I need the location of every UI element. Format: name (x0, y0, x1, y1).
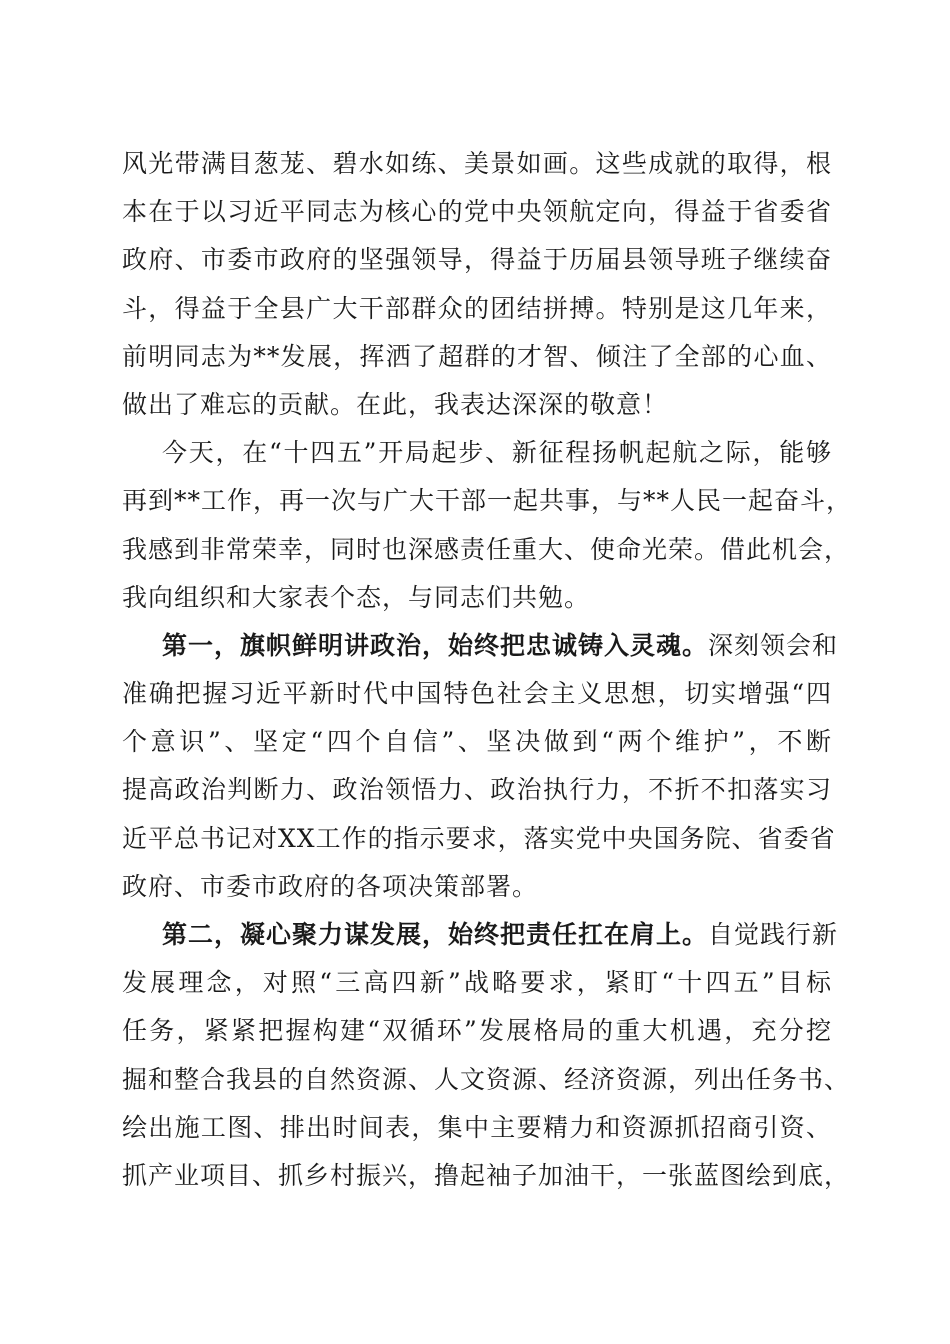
text-line: 准确把握习近平新时代中国特色社会主义思想，切实增强“四 (122, 679, 832, 709)
text-line: 再到**工作，再一次与广大干部一起共事，与**人民一起奋斗， (122, 486, 853, 516)
text-line: 掘和整合我县的自然资源、人文资源、经济资源，列出任务书、 (122, 1064, 851, 1094)
paragraph-lead-line (122, 911, 839, 959)
text-line: 个意识”、坚定“四个自信”、坚决做到“两个维护”，不断 (122, 727, 832, 757)
text-line: 发展理念，对照“三高四新”战略要求，紧盯“十四五”目标 (122, 968, 832, 998)
text-line: 政府、市委市政府的各项决策部署。 (122, 871, 539, 901)
text-line: 风光带满目葱茏、碧水如练、美景如画。这些成就的取得，根 (122, 149, 832, 178)
text-span: 自觉践行新 (708, 920, 839, 949)
text-line: 近平总书记对XX工作的指示要求，落实党中央国务院、省委省 (122, 823, 836, 853)
text-line: 今天，在“十四五”开局起步、新征程扬帆起航之际，能够 (162, 438, 832, 468)
text-line: 我向组织和大家表个态，与同志们共勉。 (122, 582, 591, 612)
text-line: 我感到非常荣幸，同时也深感责任重大、使命光荣。借此机会， (122, 534, 851, 564)
text-line: 绘出施工图、排出时间表，集中主要精力和资源抓招商引资、 (122, 1112, 832, 1142)
paragraph-lead-line (122, 622, 839, 670)
document-body (122, 140, 853, 1200)
text-line: 做出了难忘的贡献。在此，我表达深深的敬意！ (122, 389, 669, 419)
text-line: 任务，紧紧把握构建“双循环”发展格局的重大机遇，充分挖 (122, 1016, 832, 1046)
section-heading: 第一，旗帜鲜明讲政治，始终把忠诚铸入灵魂。 (162, 630, 709, 660)
text-span: 深刻领会和 (708, 630, 839, 660)
text-line: 抓产业项目、抓乡村振兴，撸起袖子加油干，一张蓝图绘到底， (122, 1160, 851, 1190)
text-line: 本在于以习近平同志为核心的党中央领航定向，得益于省委省 (122, 197, 832, 227)
text-line: 前明同志为**发展，挥洒了超群的才智、倾注了全部的心血、 (122, 341, 832, 371)
text-line: 斗，得益于全县广大干部群众的团结拼搏。特别是这几年来， (122, 293, 832, 323)
text-line: 提高政治判断力、政治领悟力、政治执行力，不折不扣落实习 (122, 775, 832, 805)
section-heading: 第二，凝心聚力谋发展，始终把责任扛在肩上。 (162, 920, 709, 949)
text-line: 政府、市委市政府的坚强领导，得益于历届县领导班子继续奋 (122, 245, 832, 275)
